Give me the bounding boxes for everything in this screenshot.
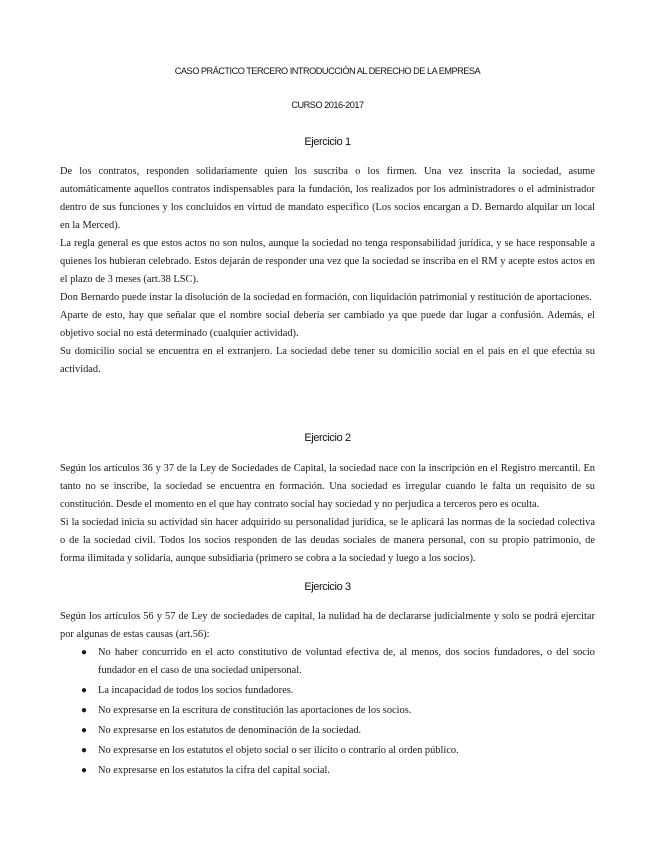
bullet-icon: ● bbox=[81, 685, 88, 696]
nullity-causes-list bbox=[60, 644, 595, 780]
paragraph: Según los artículos 36 y 37 de la Ley de Sociedades de Capital, la sociedad nace con la inscripción en el Registro mercantil. En tanto no se inscribe, la sociedad se encuentra en formación. Una sociedad es irregular cuando le falta un requisito de su constitución. Desde el momento en el que hay contrato social hay sociedad y no perjudica a terceros pero es oculta. bbox=[60, 463, 595, 510]
paragraph: Si la sociedad inicia su actividad sin hacer adquirido su personalidad jurídica, se le aplicará las normas de la sociedad colectiva o de la sociedad civil. Todos los socios responden de las deudas sociales de manera personal, con su propio patrimonio, de forma ilimitada y solidaria, aunque subsidiaria (primero se cobra a la sociedad y luego a los socios). bbox=[60, 517, 595, 564]
paragraph: Su domicilio social se encuentra en el extranjero. La sociedad debe tener su domicilio social en el país en el que efectúa su actividad. bbox=[60, 346, 595, 375]
bullet-icon: ● bbox=[81, 705, 88, 716]
list-item-text: La incapacidad de todos los socios fundadores. bbox=[98, 685, 294, 696]
list-item bbox=[60, 682, 595, 700]
bullet-icon: ● bbox=[81, 745, 88, 756]
list-item-text: No haber concurrido en el acto constitutivo de voluntad efectiva de, al menos, dos socios fundadores, o del socio fundador en el caso de una sociedad unipersonal. bbox=[98, 647, 595, 676]
ejercicio-2-body bbox=[60, 460, 595, 568]
list-item bbox=[60, 742, 595, 760]
list-item bbox=[60, 762, 595, 780]
course-year: CURSO 2016-2017 bbox=[291, 100, 364, 110]
ejercicio-2-heading: Ejercicio 2 bbox=[304, 432, 351, 444]
list-item-text: No expresarse en los estatutos la cifra del capital social. bbox=[98, 765, 330, 776]
list-item bbox=[60, 722, 595, 740]
paragraph: Según los artículos 56 y 57 de Ley de sociedades de capital, la nulidad ha de declararse judicialmente y solo se podrá ejercitar por algunas de estas causas (art.56): bbox=[60, 611, 595, 640]
ejercicio-3-body bbox=[60, 608, 595, 780]
list-item-text: No expresarse en los estatutos el objeto social o ser ilícito o contrario al orden público. bbox=[98, 745, 459, 756]
paragraph: La regla general es que estos actos no son nulos, aunque la sociedad no tenga responsabilidad jurídica, y se hace responsable a quienes los hubieran celebrado. Estos dejarán de responder una vez que la sociedad se inscriba en el RM y acepte estos actos en el plazo de 3 meses (art.38 LSC). bbox=[60, 238, 595, 285]
bullet-icon: ● bbox=[81, 765, 88, 776]
bullet-icon: ● bbox=[81, 647, 88, 658]
ejercicio-1-body bbox=[60, 163, 595, 379]
list-item-text: No expresarse en los estatutos de denominación de la sociedad. bbox=[98, 725, 362, 736]
list-item bbox=[60, 702, 595, 720]
paragraph: De los contratos, responden solidariamente quien los suscriba o los firmen. Una vez inscrita la sociedad, asume automáticamente aquellos contratos indispensables para la fundación, los realizados por los administradores o el administrador dentro de sus funciones y los concluidos en virtud de mandato específico (Los socios encargan a D. Bernardo alquilar un local en la Merced). bbox=[60, 166, 595, 231]
paragraph: Don Bernardo puede instar la disolución de la sociedad en formación, con liquidación patrimonial y restitución de aportaciones. bbox=[60, 292, 592, 303]
paragraph: Aparte de esto, hay que señalar que el nombre social debería ser cambiado ya que puede dar lugar a confusión. Además, el objetivo social no está determinado (cualquier actividad). bbox=[60, 310, 595, 339]
document-title: CASO PRÁCTICO TERCERO INTRODUCCIÓN AL DERECHO DE LA EMPRESA bbox=[174, 66, 481, 76]
list-item bbox=[60, 644, 595, 680]
list-item-text: No expresarse en la escritura de constitución las aportaciones de los socios. bbox=[98, 705, 412, 716]
ejercicio-1-heading: Ejercicio 1 bbox=[304, 136, 351, 148]
ejercicio-3-heading: Ejercicio 3 bbox=[304, 581, 351, 593]
bullet-icon: ● bbox=[81, 725, 88, 736]
